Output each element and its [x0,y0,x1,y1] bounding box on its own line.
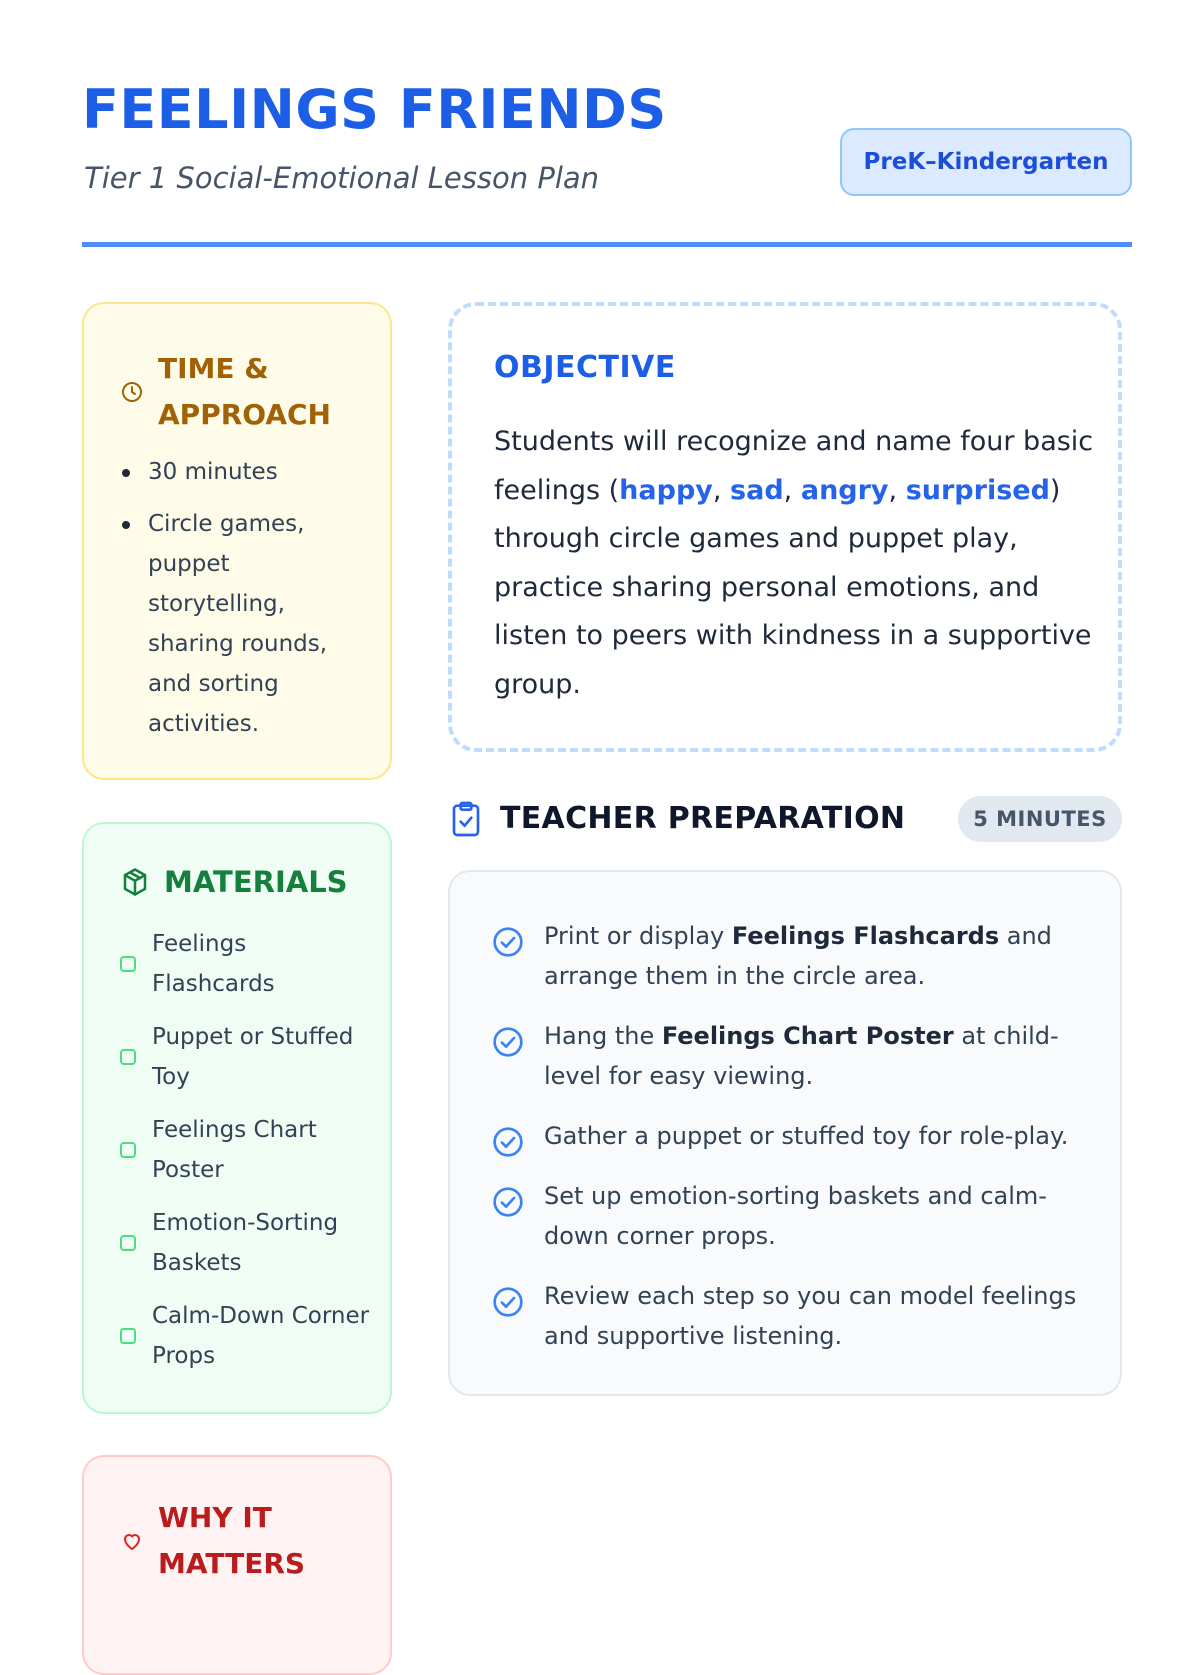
time-approach-card [82,302,392,780]
checkbox[interactable] [120,1328,136,1344]
checkbox[interactable] [120,1049,136,1065]
prep-text: Gather a puppet or stuffed toy for role-play. [544,1122,1069,1150]
header [82,78,1132,248]
material-label: Emotion-Sorting Baskets [152,1210,339,1276]
objective-text-part: Students will recognize and name four basic feelings ( [494,426,1094,506]
list-item [492,1276,1092,1356]
package-icon [120,867,150,897]
objective-text [494,418,1094,709]
list-item [492,1176,1092,1256]
feeling-surprised: surprised [905,474,1050,506]
time-approach-title: TIME & APPROACH [158,352,331,431]
duration-badge: 5 MINUTES [958,796,1122,842]
check-circle-icon [492,1126,524,1158]
clipboard-check-icon [450,800,482,838]
separator: , [712,474,731,506]
material-label: Puppet or Stuffed Toy [152,1024,354,1090]
list-item [120,924,370,1004]
teacher-prep-card [448,870,1122,1396]
objective-title: OBJECTIVE [494,350,676,385]
separator: , [888,474,906,506]
checkbox[interactable] [120,1235,136,1251]
feeling-sad: sad [730,474,784,506]
prep-highlight: Feelings Flashcards [731,922,1000,950]
checkbox[interactable] [120,1142,136,1158]
prep-text: Hang the [544,1022,662,1050]
objective-card [448,302,1122,752]
grade-level-badge: PreK–Kindergarten [840,128,1132,196]
feeling-happy: happy [619,474,713,506]
clock-icon [120,380,144,404]
feeling-angry: angry [800,474,889,506]
list-item [492,1116,1092,1156]
prep-text: Print or display [544,922,732,950]
prep-text: and arrange them in the circle area. [544,922,1052,990]
materials-header [120,862,348,902]
checkbox[interactable] [120,956,136,972]
materials-card [82,822,392,1414]
material-label: Feelings Chart Poster [152,1117,317,1183]
time-approach-header [120,346,358,438]
list-item [120,1110,370,1190]
materials-list [120,924,370,1389]
header-divider [82,242,1132,247]
list-item: Circle games, puppet storytelling, sharing rounds, and sorting activities. [122,504,362,744]
check-circle-icon [492,1186,524,1218]
page-title: FEELINGS FRIENDS [82,78,667,141]
material-label: Calm-Down Corner Props [152,1303,370,1369]
prep-text: Review each step so you can model feelings and supportive listening. [544,1282,1077,1350]
check-circle-icon [492,1026,524,1058]
list-item: 30 minutes [122,452,362,492]
why-it-matters-title: WHY IT MATTERS [158,1501,306,1580]
prep-text: at child-level for easy viewing. [544,1022,1059,1090]
list-item [120,1017,370,1097]
materials-title: MATERIALS [164,865,348,899]
list-item [492,916,1092,996]
page-subtitle: Tier 1 Social-Emotional Lesson Plan [84,161,600,195]
time-approach-list [122,452,362,756]
why-it-matters-header [120,1495,358,1587]
prep-text: Set up emotion-sorting baskets and calm-down corner props. [544,1182,1047,1250]
list-item [120,1296,370,1376]
material-label: Feelings Flashcards [152,931,275,997]
objective-text-part: ) through circle games and puppet play, practice sharing personal emotions, and listen to peers with kindness in a supportive group. [494,474,1092,700]
why-it-matters-card [82,1455,392,1675]
check-circle-icon [492,1286,524,1318]
teacher-prep-title: TEACHER PREPARATION [500,801,906,836]
list-item [492,1016,1092,1096]
list-item [120,1203,370,1283]
check-circle-icon [492,926,524,958]
heart-icon [120,1529,144,1553]
separator: , [783,474,801,506]
teacher-prep-list [492,916,1092,1376]
teacher-prep-header [450,796,1122,844]
prep-highlight: Feelings Chart Poster [661,1022,954,1050]
